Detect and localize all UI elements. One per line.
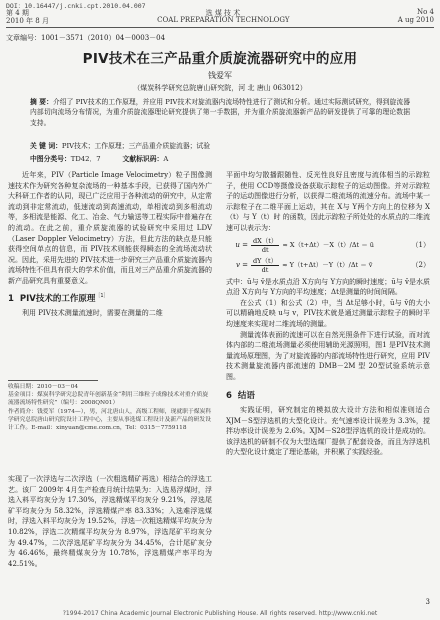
variable-definitions: 式中：ū与 v̄是水质点沿 X方向与 Y方向的瞬时速度；ū与 v̄是水质点沿 X方向与 Y方向的平均速度；Δt是测量的时间间隔。 xyxy=(226,277,430,297)
header-row-2 xyxy=(6,16,434,26)
footnote xyxy=(8,383,212,432)
keywords-text: PIV技术；工作原理；三产品重介质旋流器；试验 xyxy=(61,142,211,150)
clc-value: TD42．7 xyxy=(70,155,101,163)
section-number: 1 xyxy=(8,293,14,304)
section-1-heading xyxy=(8,291,212,304)
footnote-rule xyxy=(8,380,98,381)
doc-code xyxy=(123,153,169,163)
keywords-label: 关 键 词： xyxy=(30,142,62,150)
date-right: A ug 2010 xyxy=(397,16,434,24)
issue-left: 第 4 期 xyxy=(6,9,29,17)
equation-2 xyxy=(226,257,430,274)
keywords xyxy=(30,140,410,150)
intro-paragraph: 近年来，PIV（Particle Image Velocimetry）粒子图像测速技术作为研究各种复杂流场的一种基本手段，已获得了国内外广大科研工作者的认同，现已广泛应用于各种流动的研究中，从定常流动到非定常流动，低速流动到高速流动，单相流动到多相流动等，多相流是能源、化工、冶金、气力输送等工程实际中普遍存在的流动。在此之前，重介质旋流器的试验研究中采用过 LDV（Laser Doppler Velocimetry）方法，但此方法的缺点是只能获得空间单点的信息，而 PIV技术则能获得瞬态的全流场流动状况。因此，采用先进的 PIV技术进一步研究三产品重介质旋流器内流场特性不但具有很大的学术价值，而且对三产品重介质旋流器的新产品研究具有重要意义。 xyxy=(8,171,212,285)
author: 钱爱军 xyxy=(208,71,232,80)
eq1-lhs: u = xyxy=(235,240,248,249)
doc-code-label: 文献标识码： xyxy=(122,155,164,163)
abstract-label: 摘 要： xyxy=(30,98,53,106)
eq2-fraction xyxy=(251,257,279,274)
left-column-lower xyxy=(8,474,212,569)
measurement-paragraph: 测量流体表面的流速可以在自然光照条件下进行试验，而对流体内部的二维流场测量必须使用辅助光源照明，图1 是PIV技术测量流场原理图，为了对旋流器的内部流场特性进行研究，应用 PIV技术测量旋流器内部流速的 DMB－2M 型 20型试验系统示意图。 xyxy=(226,330,430,381)
section-ref: ［1］ xyxy=(95,292,109,299)
left-column xyxy=(8,170,212,319)
footnote-received: 收稿日期：2010－03－04 xyxy=(8,384,79,390)
eq1-fraction xyxy=(251,237,279,254)
paper-title: PIV技术在三产品重介质旋流器研究中的应用 xyxy=(82,51,358,67)
eq2-number: （2） xyxy=(411,260,430,269)
article-number: 文章编号：1001－3571（2010）04－0003－04 xyxy=(6,34,166,42)
abstract xyxy=(30,97,410,128)
eq2-rhs: ≈ Y（t+Δt）－Y（t）/Δt ＝ v̄ xyxy=(282,260,373,269)
eq2-numerator: dY（t） xyxy=(253,256,278,265)
footnote-bio: 作者简介：钱爱军（1974—），男，河北唐山人，高级工程师，现就职于煤炭科学研究总院唐山研究院设计工程中心，主要从事选煤工程设计及新产品的研发设计工作。E-mail：xinyuan@cme.com.cn，Tel：0315－7759118 xyxy=(8,408,212,432)
section-title: PIV技术的工作原理 xyxy=(19,293,96,304)
equation-discussion: 在公式（1）和公式（2）中，当 Δt足够小时，ū与 v̄的大小可以精确地反映 u与 v，PIV技术就是通过测量示踪粒子的瞬时平均速度来实现对二维流场的测量。 xyxy=(226,298,430,328)
flotation-paragraph: 实现了一次浮选与二次浮选（一次粗选精矿再选）相结合的浮选工艺。该厂 2009年 4月生产检查月统计结果为：入选易浮煤时，浮选入料平均灰分为 17.30%，浮选精煤平均灰分 9.21%，浮选尾矿平均灰分为 58.32%，浮选精煤产率 83.33%；入选难浮选煤时，浮选入料平均灰分为 19.52%，浮选一次粗选精煤平均灰分为 10.82%，浮选二次精煤平均灰分为 8.97%，浮选尾矿平均灰分为 49.47%，二次浮选尾矿平均灰分为 34.45%，合计尾矿灰分为 46.46%，最终精煤灰分为 10.78%，浮选精煤产率平均为 42.51%。 xyxy=(8,475,212,568)
page-number: 3 xyxy=(425,598,430,606)
journal-title-en: COAL PREPARATION TECHNOLOGY xyxy=(157,16,290,24)
date-left: 2010 年 8 月 xyxy=(6,17,49,25)
copyright-watermark: ?1994-2017 China Academic Journal Electronic Publishing House. All rights reserved. http://www.cnki.net xyxy=(62,610,378,617)
journal-title-cn: 选 煤 技 术 xyxy=(205,9,241,17)
classification xyxy=(30,153,410,163)
right-column xyxy=(226,170,430,458)
method-paragraph: 平面中均匀散播跟随性、反光性良好且密度与流体相当的示踪粒子，使用 CCD等摄像设备获取示踪粒子的运动图像。并对示踪粒子的运动图像进行分析，以获得二维流场的流速分布。流场中某一示踪粒子在二维平面上运动，其在 X与 Y两个方向上的位移为 X（t）与 Y（t）时 的函数，因此示踪粒子所处处的水质点的二维流速可以表示为： xyxy=(226,171,430,232)
equation-1 xyxy=(226,237,430,254)
eq2-lhs: v = xyxy=(235,260,248,269)
header-rule xyxy=(6,27,434,28)
section-title: 结语 xyxy=(237,390,255,401)
section-1-paragraph: 利用 PIV技术测量流速时，需要在测量的二维 xyxy=(22,308,163,317)
footnote-fund: 基金项目：煤炭科学研究总院青年创新基金“利用三维粒子成像技术对重介质旋流器流场特性研究”（编号：2008QN01） xyxy=(8,392,209,407)
section-number: 6 xyxy=(226,390,232,401)
clc-label: 中图分类号： xyxy=(30,155,71,163)
abstract-text: 介绍了 PIV技术的工作原理，并应用 PIV技术对旋流器内流场特性进行了测试和分析。通过实际测试研究，得到旋流器内部切向流场分布情况，为重介质旋流器理论研究提供了第一手数据，并为重介质旋流器新产品的研发提供了可靠的理论数据支持。 xyxy=(30,98,410,127)
eq1-number: （1） xyxy=(411,240,430,249)
section-6-heading xyxy=(226,391,430,402)
eq1-rhs: ≈ X（t+Δt）－X（t）/Δt ＝ ū xyxy=(282,240,374,249)
clc-number xyxy=(30,153,101,163)
eq2-denominator: dt xyxy=(261,265,269,274)
eq1-numerator: dX（t） xyxy=(253,236,278,245)
doc-code-value: A xyxy=(163,155,169,163)
issue-right: No 4 xyxy=(416,8,434,16)
affiliation: （煤炭科学研究总院唐山研究院，河 北 唐山 063012） xyxy=(133,84,307,92)
eq1-denominator: dt xyxy=(261,245,269,254)
conclusion-paragraph: 实践证明，研究制定的模拟放大设计方法和相似准则适合 XJM－S型浮选机的大型化设计。充气速率设计误差为 3.3%，搅拌功率设计误差为 2.6%。XJM－S28型浮选机的设计是成功的。该浮选机的研制不仅为大型选煤厂提供了配套设备，而且为浮选机的大型化设计奠定了理论基础，并积累了实践经验。 xyxy=(226,406,430,457)
doi-line: DOI：10.16447/j.cnki.cpt.2010.04.007 xyxy=(6,2,146,10)
